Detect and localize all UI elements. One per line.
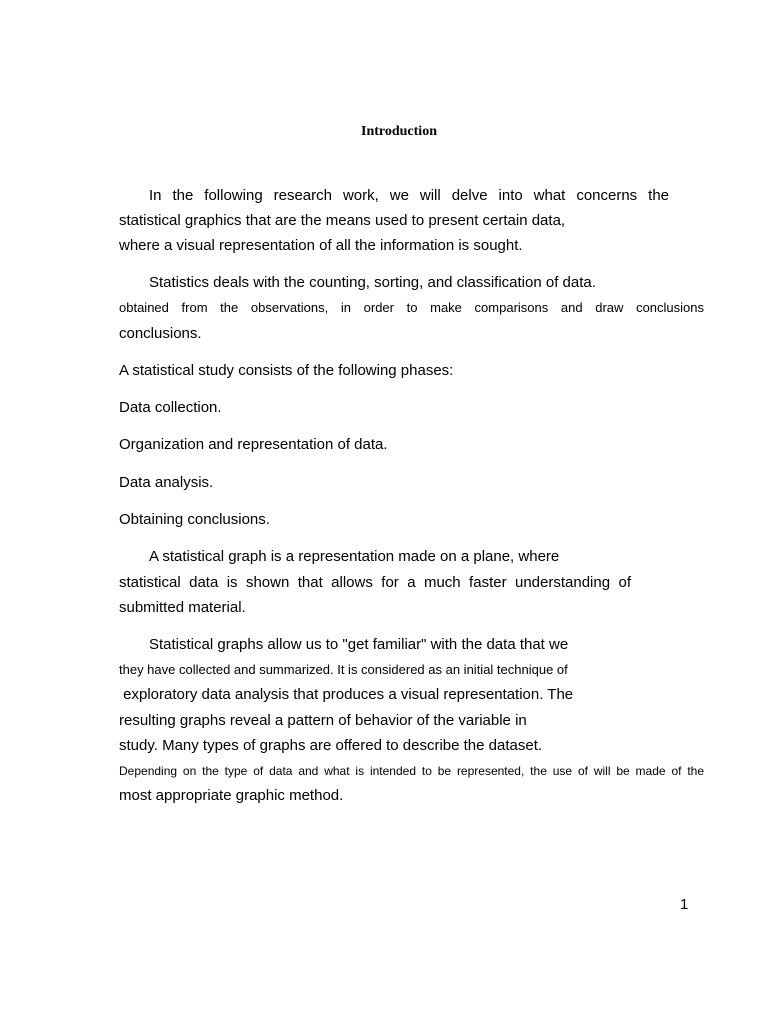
list-item: Obtaining conclusions. xyxy=(119,511,270,528)
page-number: 1 xyxy=(680,896,689,913)
paragraph-line: conclusions. xyxy=(119,325,202,342)
paragraph-line: where a visual representation of all the information is sought. xyxy=(119,237,523,254)
list-item: Data collection. xyxy=(119,399,222,416)
paragraph-line: exploratory data analysis that produces a visual representation. The xyxy=(119,686,574,703)
paragraph-line: submitted material. xyxy=(119,599,246,616)
list-item: Organization and representation of data. xyxy=(119,436,388,453)
paragraph-line: most appropriate graphic method. xyxy=(119,787,344,804)
paragraph-line: they have collected and summarized. It is considered as an initial technique of xyxy=(119,662,568,677)
paragraph-line: Depending on the type of data and what is intended to be represented, the use of will be made of the xyxy=(119,764,704,778)
paragraph-line: statistical graphics that are the means used to present certain data, xyxy=(119,212,566,229)
paragraph-line: In the following research work, we will delve into what concerns the xyxy=(149,187,669,204)
paragraph-line: resulting graphs reveal a pattern of behavior of the variable in xyxy=(119,712,527,729)
paragraph-line: A statistical study consists of the following phases: xyxy=(119,362,454,379)
page-title: Introduction xyxy=(361,124,437,139)
paragraph-line: A statistical graph is a representation made on a plane, where xyxy=(149,548,560,565)
list-item: Data analysis. xyxy=(119,474,214,491)
paragraph-line: Statistical graphs allow us to "get familiar" with the data that we xyxy=(149,636,569,653)
paragraph-line: study. Many types of graphs are offered to describe the dataset. xyxy=(119,737,543,754)
paragraph-line: Statistics deals with the counting, sorting, and classification of data. xyxy=(149,274,596,291)
paragraph-line: statistical data is shown that allows for a much faster understanding of xyxy=(119,574,631,591)
paragraph-line: obtained from the observations, in order to make comparisons and draw conclusions xyxy=(119,300,704,315)
